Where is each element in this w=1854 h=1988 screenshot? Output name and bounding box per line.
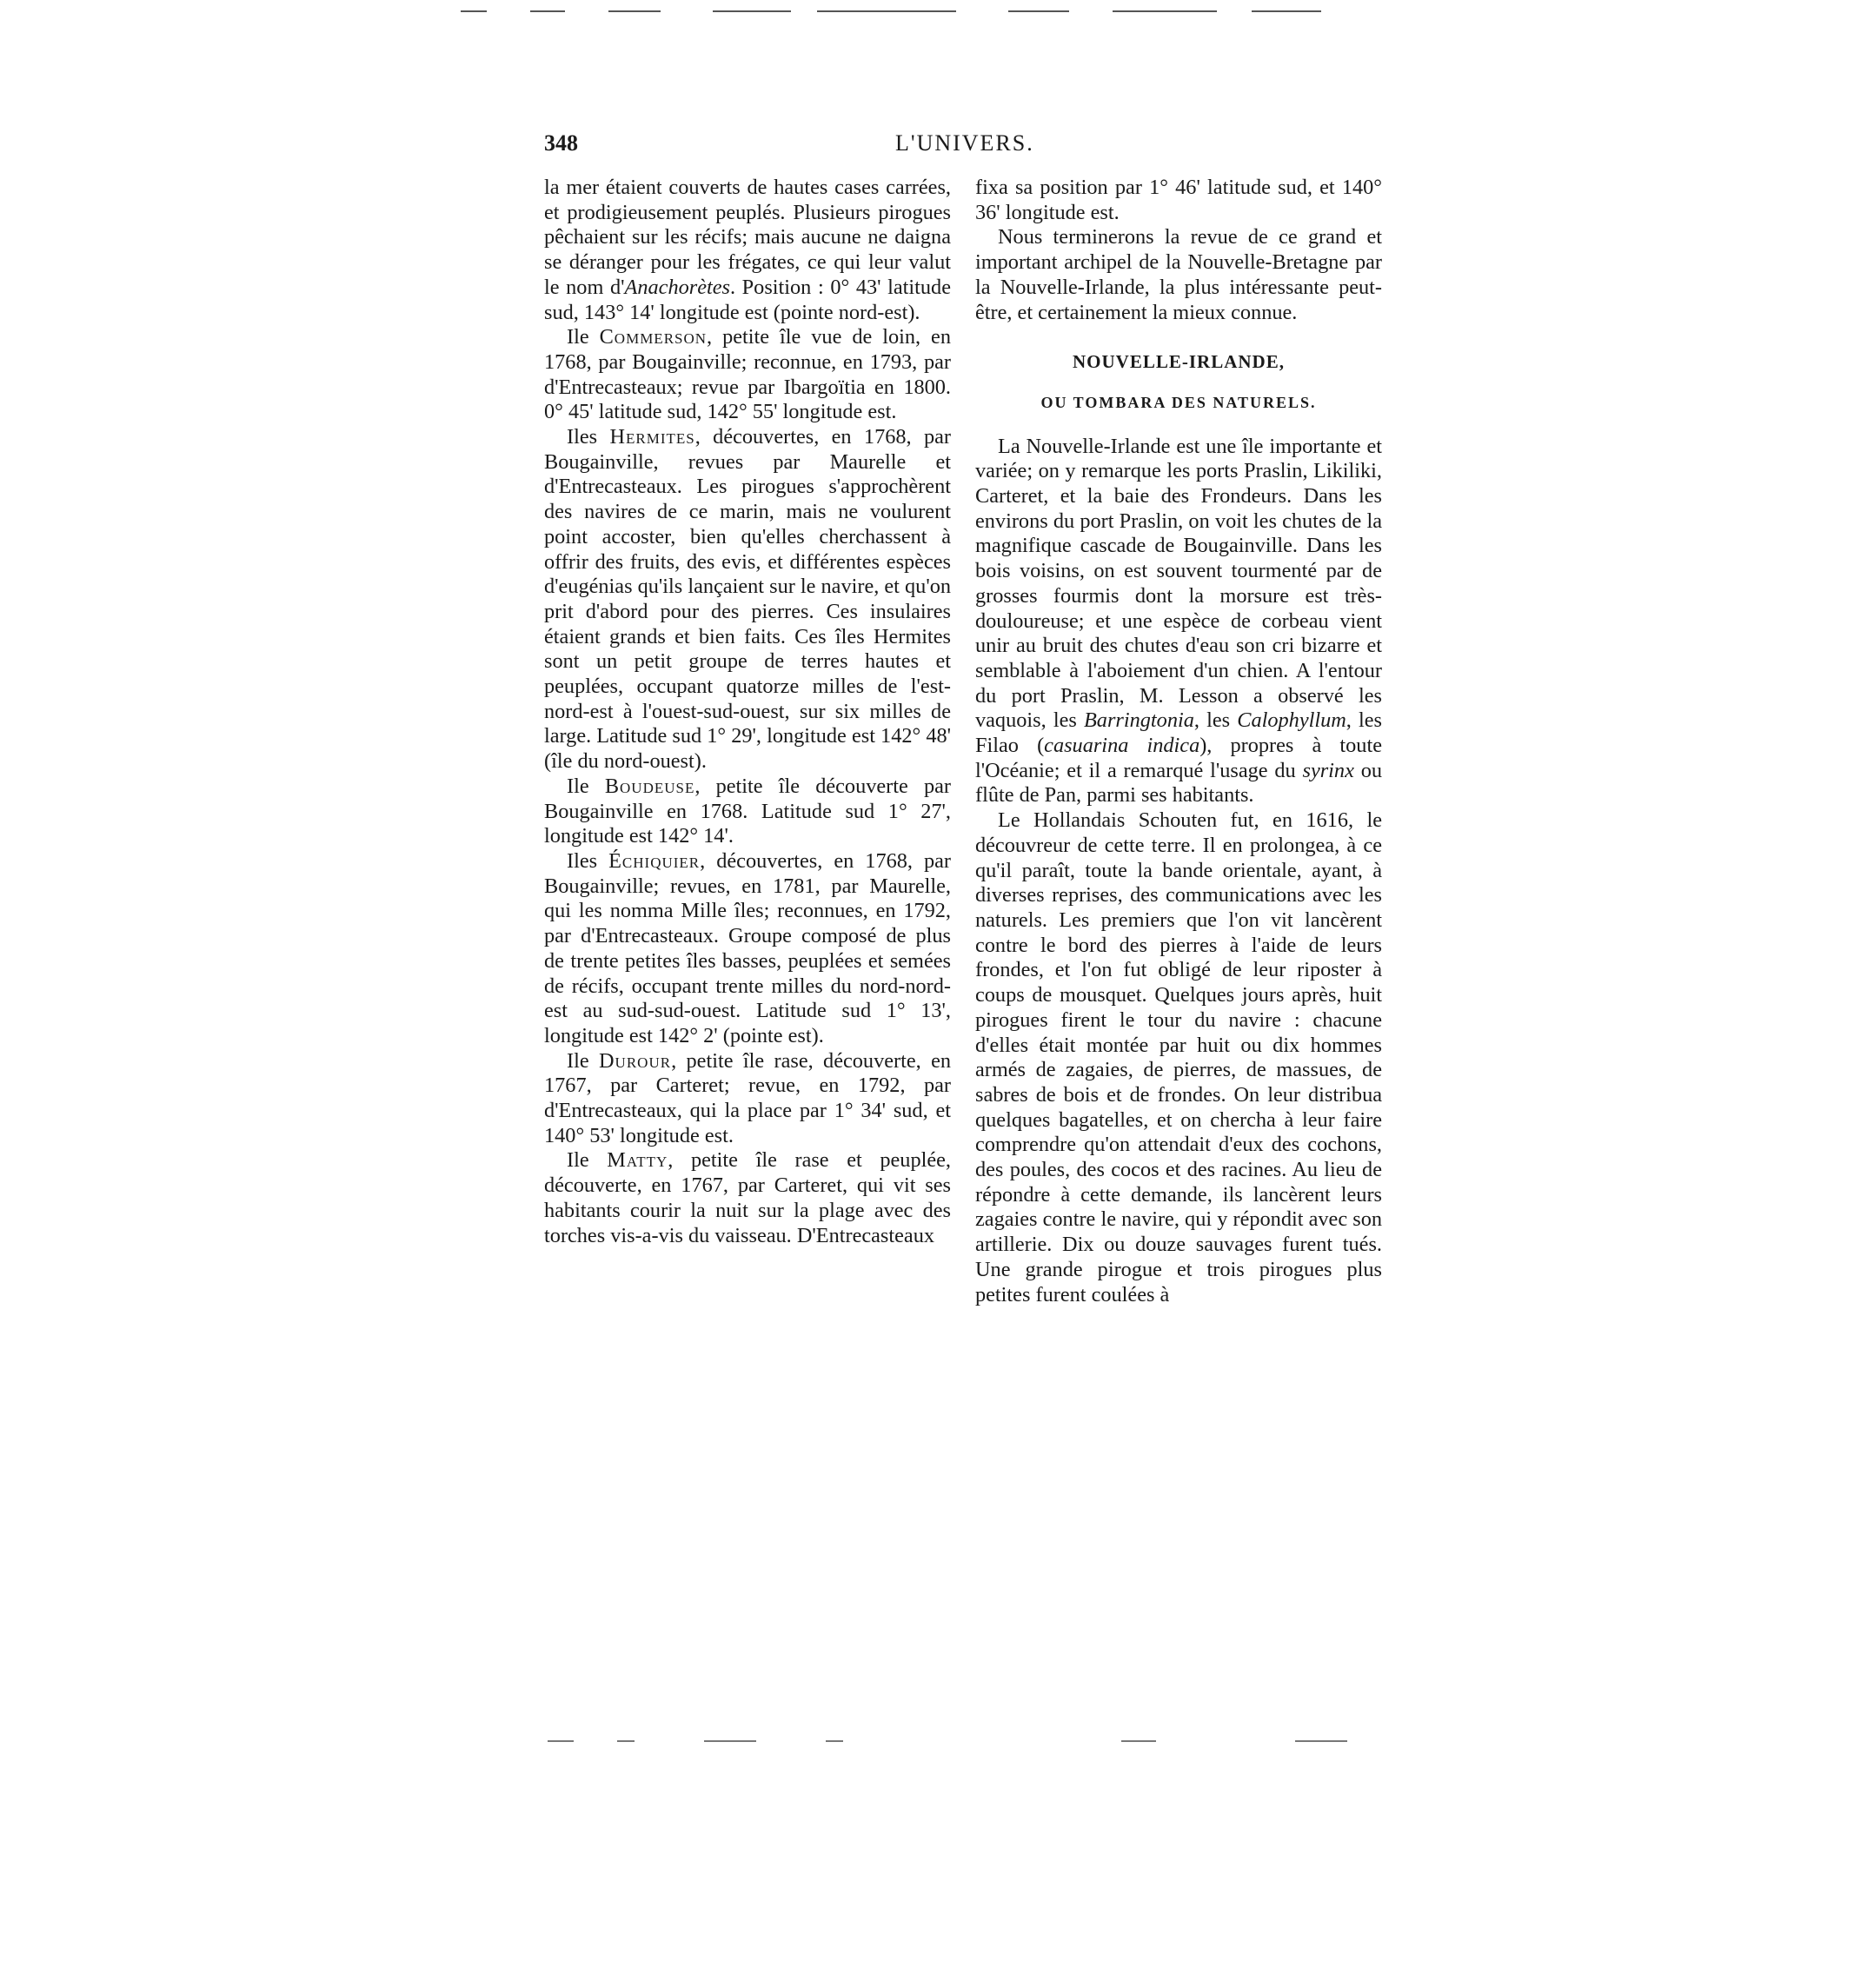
paragraph-durour: Ile Durour, petite île rase, découverte, en 1767, par Carteret; revue, en 1792, par d'Entrecasteaux, qui la place par 1° 34' sud, et 140° 53' longitude est. [544, 1048, 951, 1147]
paragraph-echiquier: Iles Échiquier, découvertes, en 1768, par Bougainville; revues, en 1781, par Maurelle, qui les nomma Mille îles; reconnues, en 1792, par d'Entrecasteaux. Groupe composé de plus de trente petites îles basses, peuplées et semées de récifs, occupant trente milles du nord-nord-est au sud-sud-ouest. Latitude sud 1° 13', longitude est 142° 2' (pointe est). [544, 848, 951, 1047]
page-header [544, 130, 1379, 162]
paragraph-hermites: Iles Hermites, découvertes, en 1768, par Bougainville, revues par Maurelle et d'Entrecasteaux. Les pirogues s'approchèrent des navires de ce marin, mais ne voulurent point accoster, bien qu'elles cherchassent à offrir des fruits, des evis, et différentes espèces d'eugénias qu'ils lançaient sur le navire, et qu'on prit d'abord pour des pierres. Ces insulaires étaient grands et bien faits. Ces îles Hermites sont un petit groupe de terres hautes et peuplées, occupant quatorze milles de l'est-nord-est à l'ouest-sud-ouest, sur six milles de large. Latitude sud 1° 29', longitude est 142° 48' (île du nord-ouest). [544, 425, 951, 774]
left-column [544, 176, 951, 1248]
paragraph-matty: Ile Matty, petite île rase et peuplée, découverte, en 1767, par Carteret, qui vit ses habitants courir la nuit sur la plage avec des torches vis-a-vis du vaisseau. D'Entrecasteaux [544, 1148, 951, 1247]
paragraph-boudeuse: Ile Boudeuse, petite île découverte par Bougainville en 1768. Latitude sud 1° 27', longitude est 142° 14'. [544, 774, 951, 848]
section-heading: NOUVELLE-IRLANDE, [1073, 351, 1285, 373]
running-title: L'UNIVERS. [895, 130, 1034, 156]
page-number: 348 [544, 130, 578, 156]
paragraph-description: La Nouvelle-Irlande est une île importante et variée; on y remarque les ports Praslin, Likiliki, Carteret, et la baie des Frondeurs. Dans les environs du port Praslin, on voit les chutes de la magnifique cascade de Bougainville. Dans les bois voisins, on est souvent tourmenté par de grosses fourmis dont la morsure est très-douloureuse; et une espèce de corbeau vient unir au bruit des chutes d'eau son cri bizarre et semblable à l'aboiement d'un chien. A l'entour du port Praslin, M. Lesson a observé les vaquois, les Barringtonia, les Calophyllum, les Filao (casuarina indica), propres à toute l'Océanie; et il a remarqué l'usage du syrinx ou flûte de Pan, parmi ses habitants. [975, 434, 1383, 808]
paragraph-schouten: Le Hollandais Schouten fut, en 1616, le découvreur de cette terre. Il en prolongea, à ce qu'il paraît, toute la bande orientale, ayant, à diverses reprises, des communications avec les naturels. Les premiers que l'on vit lancèrent contre le bord des pierres à l'aide de leurs frondes, et l'on fut obligé de leur riposter à coups de mousquet. Quelques jours après, huit pirogues firent le tour du navire : chacune d'elles était montée par huit ou dix hommes armés de zagaies, de pierres, de massues, de sabres de bois et de frondes. On leur distribua quelques bagatelles, et on chercha à leur faire comprendre qu'on attendait d'eux des cochons, des poules, des cocos et des racines. Au lieu de répondre à cette demande, ils lancèrent leurs zagaies contre le navire, qui y répondit avec son artillerie. Dix ou douze sauvages furent tués. Une grande pirogue et trois pirogues plus petites furent coulées à [975, 808, 1382, 1306]
scan-noise-bottom [513, 1737, 1399, 1745]
scan-noise-top [452, 5, 1339, 17]
paragraph-continuation: fixa sa position par 1° 46' latitude sud, et 140° 36' longitude est. [975, 176, 1382, 224]
right-column [975, 176, 1382, 1307]
paragraph-intro-nouvelle-irlande: Nous terminerons la revue de ce grand et important archipel de la Nouvelle-Bretagne par la Nouvelle-Irlande, la plus intéressante peut-être, et certainement la mieux connue. [975, 225, 1382, 324]
paragraph-commerson: Ile Commerson, petite île vue de loin, en 1768, par Bougainville; reconnue, en 1793, par d'Entrecasteaux; revue par Ibargoïtia en 1800. 0° 45' latitude sud, 142° 55' longitude est. [544, 325, 951, 424]
section-subheading: OU TOMBARA DES NATURELS. [1040, 393, 1317, 411]
paragraph-anachoretes: la mer étaient couverts de hautes cases carrées, et prodigieusement peuplés. Plusieurs pirogues pêchaient sur les récifs; mais aucune ne daigna se déranger pour les frégates, ce qui leur valut le nom d'Anachorètes. Position : 0° 43' latitude sud, 143° 14' longitude est (pointe nord-est). [544, 176, 951, 324]
